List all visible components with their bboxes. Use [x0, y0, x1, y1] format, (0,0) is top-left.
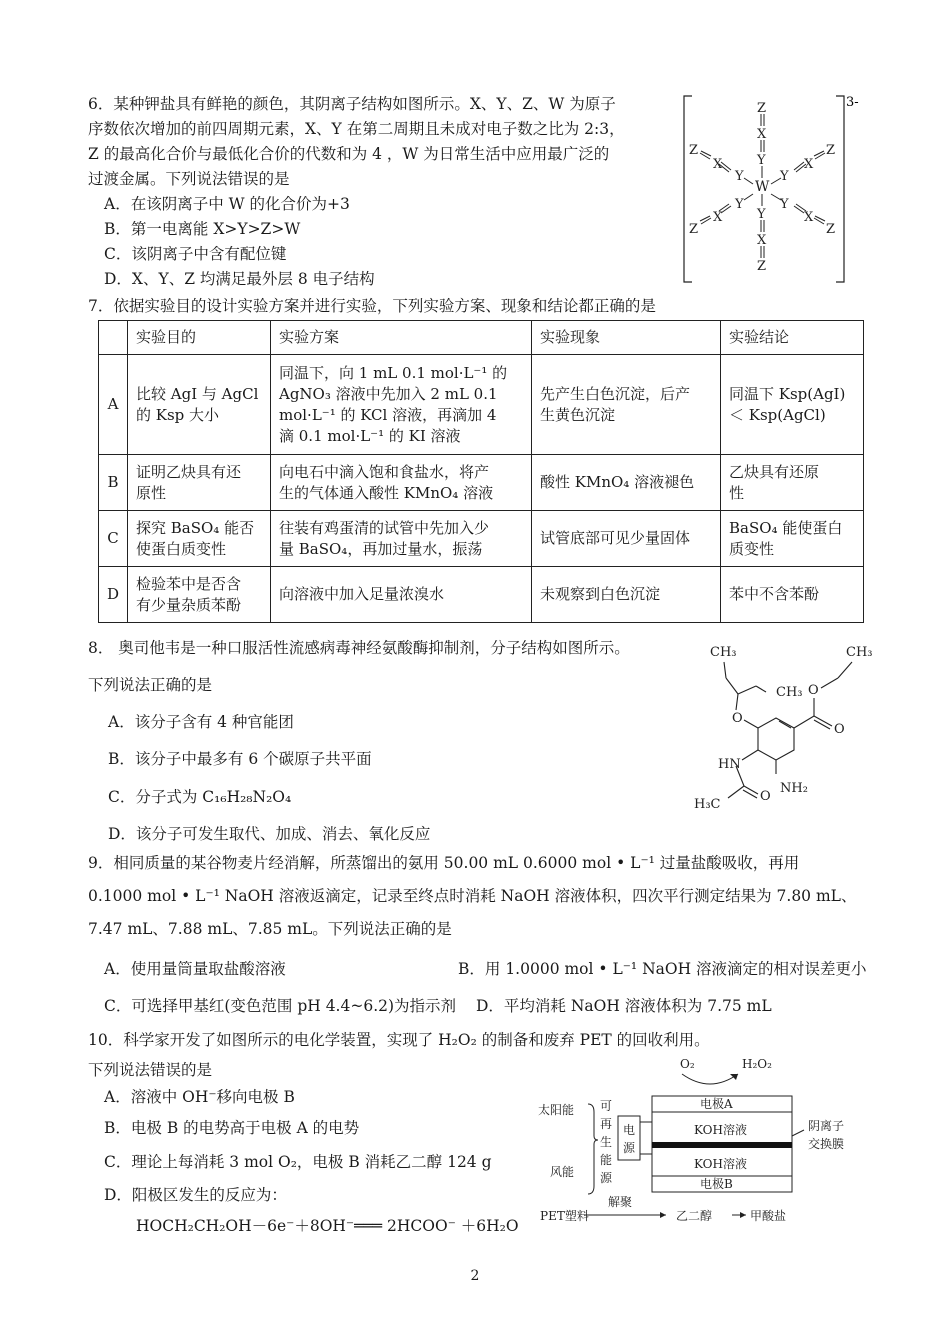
svg-text:电极A: 电极A — [700, 1097, 733, 1111]
svg-text:HN: HN — [718, 757, 741, 772]
svg-text:CH₃: CH₃ — [710, 645, 737, 660]
q6-stem-line-2: 序数依次增加的前四周期元素，X、Y 在第二周期且未成对电子数之比为 2:3， — [88, 120, 625, 138]
table-row — [99, 455, 864, 511]
svg-text:H₂O₂: H₂O₂ — [742, 1057, 772, 1071]
svg-text:阴离子: 阴离子 — [808, 1119, 845, 1133]
conclusion-cell: 同温下 Ksp(AgI) ＜ Ksp(AgCl) — [721, 355, 864, 455]
svg-text:W: W — [755, 179, 770, 195]
q6-stem-line-4: 过渡金属。下列说法错误的是 — [88, 170, 290, 188]
svg-text:KOH溶液: KOH溶液 — [694, 1157, 747, 1171]
q10-option-d: D．阳极区发生的反应为： — [104, 1186, 287, 1204]
svg-text:再: 再 — [600, 1117, 613, 1131]
svg-text:解聚: 解聚 — [608, 1195, 633, 1209]
svg-text:O: O — [760, 789, 771, 804]
q9-stem-line-1: 9．相同质量的某谷物麦片经消解，所蒸馏出的氨用 50.00 mL 0.6000 mol • L⁻¹ 过量盐酸吸收，再用 — [88, 854, 800, 872]
table-header-row — [99, 321, 864, 355]
svg-text:X: X — [713, 157, 723, 172]
svg-text:Z: Z — [689, 222, 699, 237]
plan-cell: 往装有鸡蛋清的试管中先加入少 量 BaSO₄，再加过量水，振荡 — [271, 511, 532, 567]
q9-option-a: A．使用量筒量取盐酸溶液 — [104, 960, 286, 978]
q7-experiment-table — [98, 320, 864, 623]
q7-stem: 7．依据实验目的设计实验方案并进行实验，下列实验方案、现象和结论都正确的是 — [88, 297, 656, 315]
page-number: 2 — [470, 1268, 480, 1284]
table-header-cell: 实验方案 — [271, 321, 532, 355]
table-header-cell: 实验目的 — [128, 321, 271, 355]
svg-text:Y: Y — [780, 169, 789, 184]
svg-text:H₃C: H₃C — [694, 797, 721, 812]
svg-text:生: 生 — [600, 1135, 613, 1149]
goal-cell: 检验苯中是否含 有少量杂质苯酚 — [128, 567, 271, 623]
q9-option-c: C．可选择甲基红(变色范围 pH 4.4~6.2)为指示剂 — [104, 997, 457, 1015]
svg-text:CH₃: CH₃ — [846, 645, 873, 660]
svg-text:Y: Y — [757, 153, 766, 168]
svg-text:Z: Z — [757, 259, 767, 274]
q10-option-b: B．电极 B 的电势高于电极 A 的电势 — [104, 1119, 360, 1137]
plan-cell: 向电石中滴入饱和食盐水，将产 生的气体通入酸性 KMnO₄ 溶液 — [271, 455, 532, 511]
svg-text:O₂: O₂ — [680, 1057, 695, 1071]
q10-stem-line-2: 下列说法错误的是 — [88, 1061, 213, 1079]
q8-option-d: D．该分子可发生取代、加成、消去、氧化反应 — [108, 825, 431, 843]
svg-text:可: 可 — [600, 1099, 613, 1113]
conclusion-cell: BaSO₄ 能使蛋白 质变性 — [721, 511, 864, 567]
q9-stem-line-2: 0.1000 mol • L⁻¹ NaOH 溶液返滴定，记录至终点时消耗 NaOH 溶液体积，四次平行测定结果为 7.80 mL、 — [88, 887, 857, 905]
svg-text:电: 电 — [623, 1123, 636, 1137]
q10-option-a: A．溶液中 OH⁻移向电极 B — [104, 1088, 295, 1106]
anion-charge: 3- — [846, 95, 859, 110]
q10-anode-equation: HOCH₂CH₂OH－6e⁻＋8OH⁻═══ 2HCOO⁻ ＋6H₂O — [136, 1217, 519, 1235]
svg-text:能: 能 — [600, 1153, 613, 1167]
q10-stem-line-1: 10．科学家开发了如图所示的电化学装置，实现了 H₂O₂ 的制备和废弃 PET 的回收利用。 — [88, 1031, 710, 1049]
q8-stem-line-1: 8． 奥司他韦是一种口服活性流感病毒神经氨酸酶抑制剂，分子结构如图所示。 — [88, 639, 630, 657]
svg-text:Z: Z — [757, 101, 767, 116]
phenomenon-cell: 先产生白色沉淀，后产 生黄色沉淀 — [532, 355, 721, 455]
q10-option-c: C．理论上每消耗 3 mol O₂，电极 B 消耗乙二醇 124 g — [104, 1153, 492, 1171]
svg-text:Y: Y — [757, 207, 766, 222]
row-label: B — [99, 455, 128, 511]
svg-text:源: 源 — [600, 1171, 613, 1185]
svg-text:Y: Y — [780, 197, 789, 212]
conclusion-cell: 乙炔具有还原 性 — [721, 455, 864, 511]
q6-option-a: A．在该阴离子中 W 的化合价为+3 — [104, 195, 350, 213]
svg-text:NH₂: NH₂ — [780, 781, 808, 796]
q10-electrochemical-device-figure — [520, 1052, 860, 1232]
svg-text:电极B: 电极B — [700, 1177, 733, 1191]
goal-cell: 比较 AgI 与 AgCl 的 Ksp 大小 — [128, 355, 271, 455]
svg-text:PET塑料: PET塑料 — [540, 1209, 589, 1223]
q6-option-b: B．第一电离能 X>Y>Z>W — [104, 220, 301, 238]
plan-cell: 向溶液中加入足量浓溴水 — [271, 567, 532, 623]
svg-text:甲酸盐: 甲酸盐 — [750, 1209, 787, 1223]
q8-option-a: A．该分子含有 4 种官能团 — [108, 713, 294, 731]
svg-text:X: X — [757, 127, 767, 142]
q6-option-d: D．X、Y、Z 均满足最外层 8 电子结构 — [104, 270, 375, 288]
svg-text:X: X — [804, 210, 814, 225]
q8-oseltamivir-structure-figure — [680, 636, 880, 816]
row-label: C — [99, 511, 128, 567]
table-header-cell: 实验结论 — [721, 321, 864, 355]
svg-text:乙二醇: 乙二醇 — [676, 1209, 713, 1223]
phenomenon-cell: 未观察到白色沉淀 — [532, 567, 721, 623]
q6-stem-line-1: 6．某种钾盐具有鲜艳的颜色，其阴离子结构如图所示。X、Y、Z、W 为原子 — [88, 95, 616, 113]
svg-text:X: X — [757, 233, 767, 248]
q8-stem-line-2: 下列说法正确的是 — [88, 676, 213, 694]
svg-text:O: O — [732, 711, 743, 726]
svg-text:交换膜: 交换膜 — [808, 1137, 845, 1151]
svg-text:太阳能: 太阳能 — [538, 1103, 575, 1117]
q9-option-b: B．用 1.0000 mol • L⁻¹ NaOH 溶液滴定的相对误差更小 — [458, 960, 867, 978]
svg-text:源: 源 — [623, 1141, 636, 1155]
svg-text:CH₃: CH₃ — [776, 685, 803, 700]
table-header-cell: 实验现象 — [532, 321, 721, 355]
conclusion-cell: 苯中不含苯酚 — [721, 567, 864, 623]
phenomenon-cell: 试管底部可见少量固体 — [532, 511, 721, 567]
q9-option-d: D．平均消耗 NaOH 溶液体积为 7.75 mL — [476, 997, 772, 1015]
svg-text:KOH溶液: KOH溶液 — [694, 1123, 747, 1137]
svg-text:Z: Z — [826, 143, 836, 158]
svg-text:Z: Z — [689, 143, 699, 158]
svg-text:Z: Z — [826, 222, 836, 237]
goal-cell: 证明乙炔具有还 原性 — [128, 455, 271, 511]
table-row — [99, 511, 864, 567]
q8-option-c: C．分子式为 C₁₆H₂₈N₂O₄ — [108, 788, 292, 806]
table-header-cell — [99, 321, 128, 355]
svg-text:X: X — [804, 157, 814, 172]
svg-text:Y: Y — [735, 197, 744, 212]
svg-text:O: O — [808, 683, 819, 698]
svg-text:Y: Y — [735, 169, 744, 184]
plan-cell: 同温下，向 1 mL 0.1 mol·L⁻¹ 的 AgNO₃ 溶液中先加入 2 mL 0.1 mol·L⁻¹ 的 KCl 溶液，再滴加 4 滴 0.1 mol·L⁻¹ 的 KI 溶液 — [271, 355, 532, 455]
row-label: D — [99, 567, 128, 623]
q9-stem-line-3: 7.47 mL、7.88 mL、7.85 mL。下列说法正确的是 — [88, 920, 452, 938]
table-row — [99, 567, 864, 623]
row-label: A — [99, 355, 128, 455]
svg-text:O: O — [834, 722, 845, 737]
svg-text:X: X — [713, 210, 723, 225]
q6-anion-structure-figure — [680, 90, 870, 290]
goal-cell: 探究 BaSO₄ 能否 使蛋白质变性 — [128, 511, 271, 567]
q6-stem-line-3: Z 的最高化合价与最低化合价的代数和为 4 ，W 为日常生活中应用最广泛的 — [88, 145, 610, 163]
table-row — [99, 355, 864, 455]
phenomenon-cell: 酸性 KMnO₄ 溶液褪色 — [532, 455, 721, 511]
svg-text:风能: 风能 — [550, 1165, 575, 1179]
q6-option-c: C．该阴离子中含有配位键 — [104, 245, 287, 263]
q8-option-b: B．该分子中最多有 6 个碳原子共平面 — [108, 750, 372, 768]
